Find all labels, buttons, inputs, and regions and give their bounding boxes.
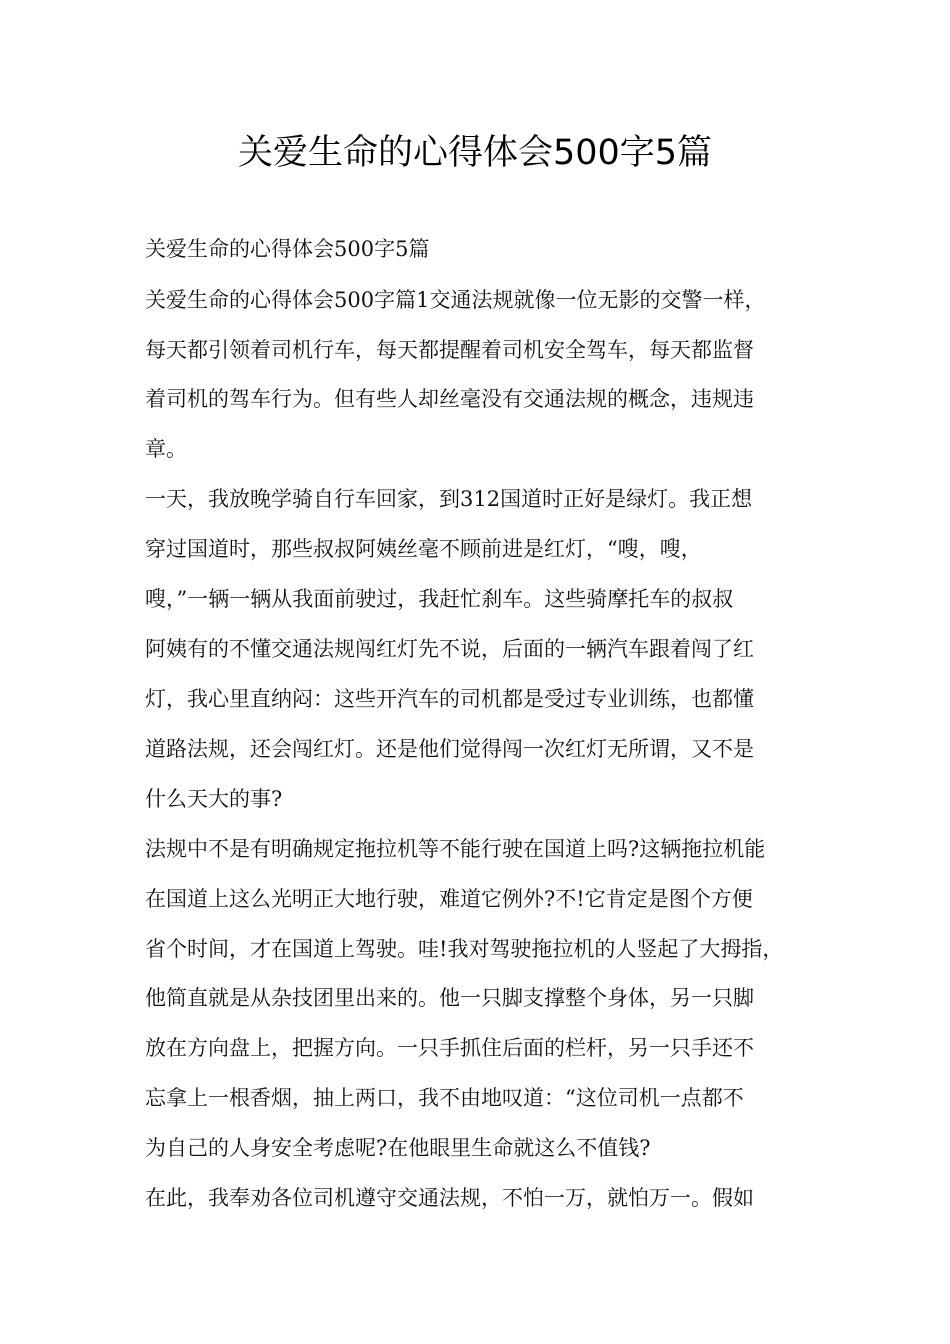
text-line: 一天，我放晚学骑自行车回家，到312国道时正好是绿灯。我正想 bbox=[145, 487, 753, 511]
text-line: 放在方向盘上，把握方向。一只手抓住后面的栏杆，另一只手还不 bbox=[145, 1036, 754, 1060]
text-line: 阿姨有的不懂交通法规闯红灯先不说，后面的一辆汽车跟着闯了红 bbox=[145, 637, 754, 661]
text-line: 忘拿上一根香烟，抽上两口，我不由地叹道：“这位司机一点都不 bbox=[145, 1086, 744, 1110]
text-line: 为自己的人身安全考虑呢?在他眼里生命就这么不值钱? bbox=[145, 1136, 651, 1160]
text-line: 在国道上这么光明正大地行驶，难道它例外?不!它肯定是图个方便 bbox=[145, 887, 753, 911]
text-line: 关爱生命的心得体会500字篇1交通法规就像一位无影的交警一样， bbox=[145, 288, 766, 312]
text-line: 在此，我奉劝各位司机遵守交通法规，不怕一万，就怕万一。假如 bbox=[145, 1186, 754, 1210]
text-line: 每天都引领着司机行车，每天都提醒着司机安全驾车，每天都监督 bbox=[145, 338, 754, 362]
text-line: 什么天大的事? bbox=[145, 787, 283, 811]
text-line: 嗖，”一辆一辆从我面前驶过，我赶忙刹车。这些骑摩托车的叔叔 bbox=[145, 587, 734, 611]
document-title: 关爱生命的心得体会500字5篇 bbox=[237, 133, 713, 173]
text-line: 法规中不是有明确规定拖拉机等不能行驶在国道上吗?这辆拖拉机能 bbox=[145, 837, 766, 861]
text-line: 他简直就是从杂技团里出来的。他一只脚支撑整个身体，另一只脚 bbox=[145, 986, 754, 1010]
text-line: 道路法规，还会闯红灯。还是他们觉得闯一次红灯无所谓，又不是 bbox=[145, 737, 754, 761]
text-line: 穿过国道时，那些叔叔阿姨丝毫不顾前进是红灯，“嗖，嗖， bbox=[145, 537, 702, 561]
text-line: 关爱生命的心得体会500字5篇 bbox=[145, 237, 430, 261]
text-line: 省个时间，才在国道上驾驶。哇!我对驾驶拖拉机的人竖起了大拇指， bbox=[145, 937, 784, 961]
text-line: 灯，我心里直纳闷：这些开汽车的司机都是受过专业训练，也都懂 bbox=[145, 687, 754, 711]
text-line: 着司机的驾车行为。但有些人却丝毫没有交通法规的概念，违规违 bbox=[145, 387, 754, 411]
text-line: 章。 bbox=[145, 437, 187, 461]
